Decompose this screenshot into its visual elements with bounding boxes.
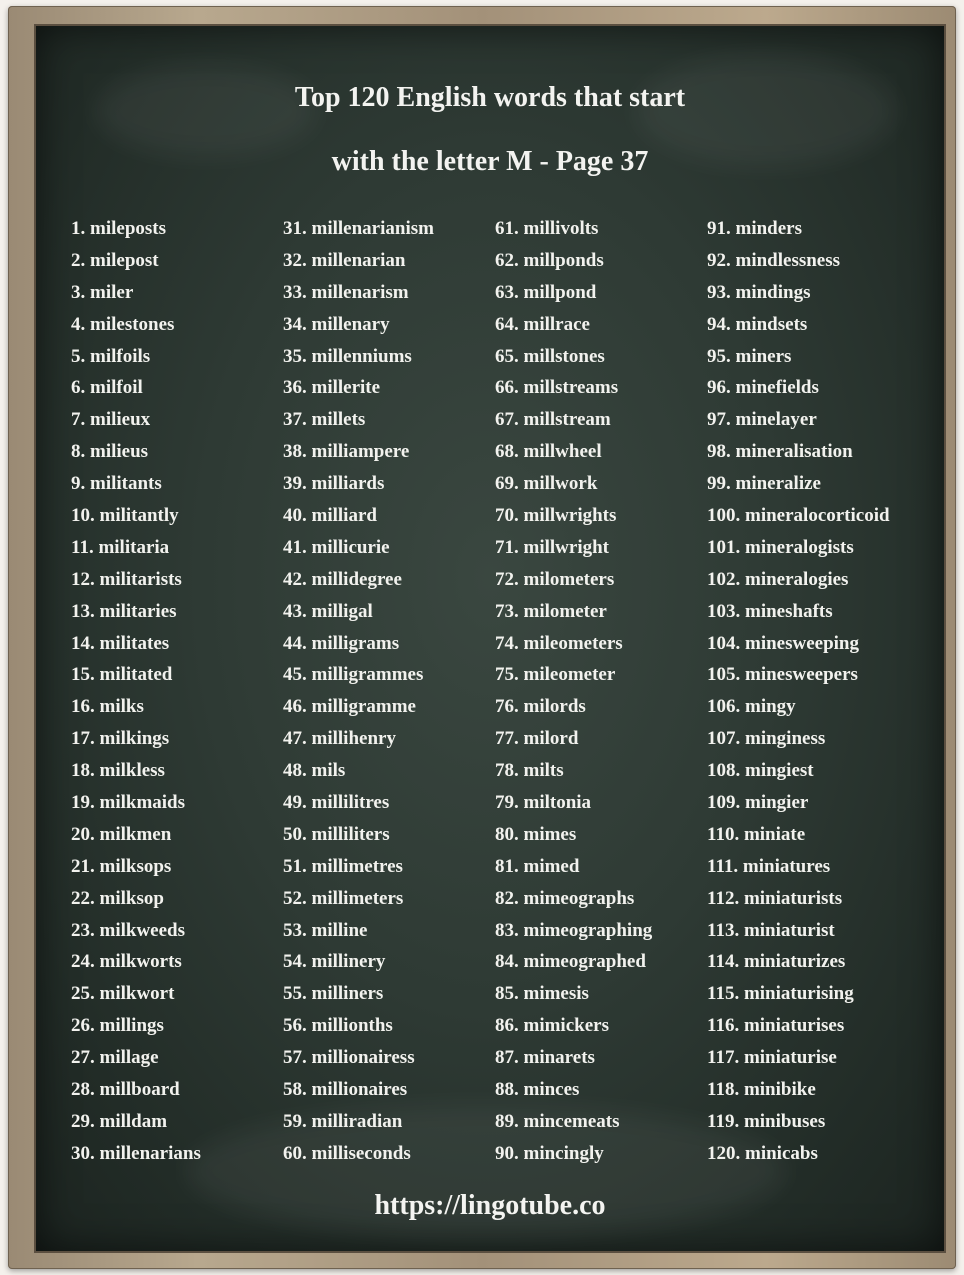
footer-url: https://lingotube.co — [374, 1190, 606, 1221]
chalkboard — [36, 26, 944, 1251]
word-list-item: 49. millilitres — [283, 792, 390, 814]
word-list-item: 39. milliards — [283, 473, 385, 495]
word-list-item: 6. milfoil — [71, 377, 143, 399]
word-list-item: 96. minefields — [707, 377, 819, 399]
word-list-item: 80. mimes — [495, 823, 577, 845]
word-list-item: 22. milksop — [71, 887, 164, 909]
word-list-item: 37. millets — [283, 409, 366, 431]
word-list-item: 81. mimed — [495, 855, 580, 877]
word-list-item: 53. milline — [283, 919, 368, 941]
word-list-item: 76. milords — [495, 696, 586, 718]
word-list-item: 62. millponds — [495, 249, 604, 271]
word-list-item: 115. miniaturising — [707, 983, 854, 1005]
word-list-item: 84. mimeographed — [495, 951, 646, 973]
word-list-item: 19. milkmaids — [71, 792, 186, 814]
word-list-item: 47. millihenry — [283, 728, 396, 750]
word-list-item: 114. miniaturizes — [707, 951, 846, 973]
word-list-item: 2. milepost — [71, 249, 159, 271]
word-list-item: 83. mimeographing — [495, 919, 653, 941]
word-list-item: 112. miniaturists — [707, 887, 843, 909]
word-list-item: 38. milliampere — [283, 441, 410, 463]
word-list-item: 66. millstreams — [495, 377, 619, 399]
word-list-item: 77. milord — [495, 728, 579, 750]
word-list-item: 70. millwrights — [495, 505, 617, 527]
word-list-item: 105. minesweepers — [707, 664, 858, 686]
word-list-item: 9. militants — [71, 473, 162, 495]
word-list-item: 42. millidegree — [283, 568, 402, 590]
word-list-item: 54. millinery — [283, 951, 386, 973]
word-list-item: 61. millivolts — [495, 218, 599, 239]
word-list-item: 90. mincingly — [495, 1142, 604, 1164]
word-list-item: 116. miniaturises — [707, 1015, 845, 1037]
word-list-item: 4. milestones — [71, 313, 175, 335]
word-list-item: 28. millboard — [71, 1079, 180, 1101]
word-list-item: 11. militaria — [71, 536, 170, 558]
word-list-item: 95. miners — [707, 345, 792, 367]
word-list-item: 118. minibike — [707, 1079, 816, 1101]
word-list-item: 46. milligramme — [283, 696, 416, 718]
word-list-item: 12. militarists — [71, 568, 182, 590]
word-list-item: 3. miler — [71, 281, 134, 303]
word-list-item: 79. miltonia — [495, 792, 592, 814]
word-list-item: 68. millwheel — [495, 441, 602, 463]
word-list-item: 5. milfoils — [71, 345, 151, 367]
word-list-item: 30. millenarians — [71, 1142, 201, 1164]
word-list-item: 41. millicurie — [283, 536, 390, 558]
word-list-item: 89. mincemeats — [495, 1110, 620, 1132]
word-list-item: 34. millenary — [283, 313, 390, 335]
word-list-item: 36. millerite — [283, 377, 381, 399]
word-list-item: 32. millenarian — [283, 249, 406, 271]
word-list-item: 15. militated — [71, 664, 173, 686]
word-list-item: 91. minders — [707, 218, 802, 239]
word-list-item: 69. millwork — [495, 473, 598, 495]
word-list-item: 18. milkless — [71, 760, 165, 782]
word-list-item: 51. millimetres — [283, 855, 403, 877]
word-list-item: 67. millstream — [495, 409, 611, 431]
word-list-item: 94. mindsets — [707, 313, 808, 335]
word-list-item: 103. mineshafts — [707, 600, 833, 622]
word-list-item: 82. mimeographs — [495, 887, 635, 909]
word-list-item: 33. millenarism — [283, 281, 409, 303]
word-list-item: 120. minicabs — [707, 1142, 818, 1164]
word-list-item: 97. minelayer — [707, 409, 817, 431]
word-list-item: 85. mimesis — [495, 983, 589, 1005]
word-list-item: 60. milliseconds — [283, 1142, 411, 1164]
word-list-item: 99. mineralize — [707, 473, 821, 495]
word-list-item: 88. minces — [495, 1079, 580, 1101]
word-list-item: 25. milkwort — [71, 983, 175, 1005]
word-list-item: 43. milligal — [283, 600, 373, 622]
word-list-item: 101. mineralogists — [707, 536, 854, 558]
word-list-item: 87. minarets — [495, 1047, 595, 1069]
word-list-item: 1. mileposts — [71, 218, 166, 239]
word-list-item: 98. mineralisation — [707, 441, 853, 463]
word-list-item: 113. miniaturist — [707, 919, 835, 941]
word-list-item: 71. millwright — [495, 536, 609, 558]
word-list-item: 26. millings — [71, 1015, 164, 1037]
word-list-item: 65. millstones — [495, 345, 605, 367]
word-list-item: 109. mingier — [707, 792, 809, 814]
word-list-item: 100. mineralocorticoid — [707, 505, 890, 527]
word-list-item: 57. millionairess — [283, 1047, 415, 1069]
word-list-item: 93. mindings — [707, 281, 811, 303]
word-list-item: 63. millpond — [495, 281, 597, 303]
word-list-item: 13. militaries — [71, 600, 177, 622]
word-list-item: 106. mingy — [707, 696, 796, 718]
word-list-item: 110. miniate — [707, 823, 806, 845]
word-list-item: 23. milkweeds — [71, 919, 185, 941]
word-list-item: 72. milometers — [495, 568, 615, 590]
word-list-item: 21. milksops — [71, 855, 172, 877]
word-list-item: 14. militates — [71, 632, 170, 654]
word-list-item: 16. milks — [71, 696, 144, 718]
word-column-1 — [71, 216, 283, 1173]
word-list-item: 119. minibuses — [707, 1110, 826, 1132]
word-list-item: 17. milkings — [71, 728, 170, 750]
page-title-line-2: with the letter M - Page 37 — [331, 146, 649, 177]
chalkboard-frame — [8, 6, 956, 1269]
word-list-item: 44. milligrams — [283, 632, 400, 654]
word-list-item: 107. minginess — [707, 728, 826, 750]
word-list-item: 29. milldam — [71, 1110, 168, 1132]
page-title-line-1: Top 120 English words that start — [294, 82, 686, 113]
word-list-item: 59. milliradian — [283, 1110, 403, 1132]
word-list-item: 73. milometer — [495, 600, 607, 622]
word-list-item: 56. millionths — [283, 1015, 393, 1037]
word-list-item: 8. milieus — [71, 441, 149, 463]
word-list-item: 50. milliliters — [283, 823, 390, 845]
word-list-item: 20. milkmen — [71, 823, 172, 845]
word-list-item: 24. milkworts — [71, 951, 182, 973]
word-list-item: 104. minesweeping — [707, 632, 859, 654]
word-column-2 — [283, 216, 495, 1173]
word-list-item: 7. milieux — [71, 409, 151, 431]
word-list-item: 40. milliard — [283, 505, 377, 527]
word-list-item: 52. millimeters — [283, 887, 404, 909]
word-list-item: 75. mileometer — [495, 664, 616, 686]
word-list-item: 92. mindlessness — [707, 249, 841, 271]
word-list-item: 78. milts — [495, 760, 564, 782]
word-list-item: 45. milligrammes — [283, 664, 424, 686]
word-list-item: 27. millage — [71, 1047, 159, 1069]
word-list-item: 74. mileometers — [495, 632, 623, 654]
word-list-item: 64. millrace — [495, 313, 590, 335]
word-list-item: 111. miniatures — [707, 855, 831, 877]
word-column-4 — [707, 216, 919, 1173]
word-list-item: 117. miniaturise — [707, 1047, 837, 1069]
word-list-item: 108. mingiest — [707, 760, 814, 782]
word-list-item: 10. militantly — [71, 505, 179, 527]
word-column-3 — [495, 216, 707, 1173]
word-list-item: 86. mimickers — [495, 1015, 609, 1037]
word-list-item: 55. milliners — [283, 983, 384, 1005]
word-list-item: 58. millionaires — [283, 1079, 408, 1101]
word-list-item: 102. mineralogies — [707, 568, 849, 590]
word-list-item: 31. millenarianism — [283, 218, 434, 239]
word-list-item: 35. millenniums — [283, 345, 412, 367]
word-list-item: 48. mils — [283, 760, 346, 782]
